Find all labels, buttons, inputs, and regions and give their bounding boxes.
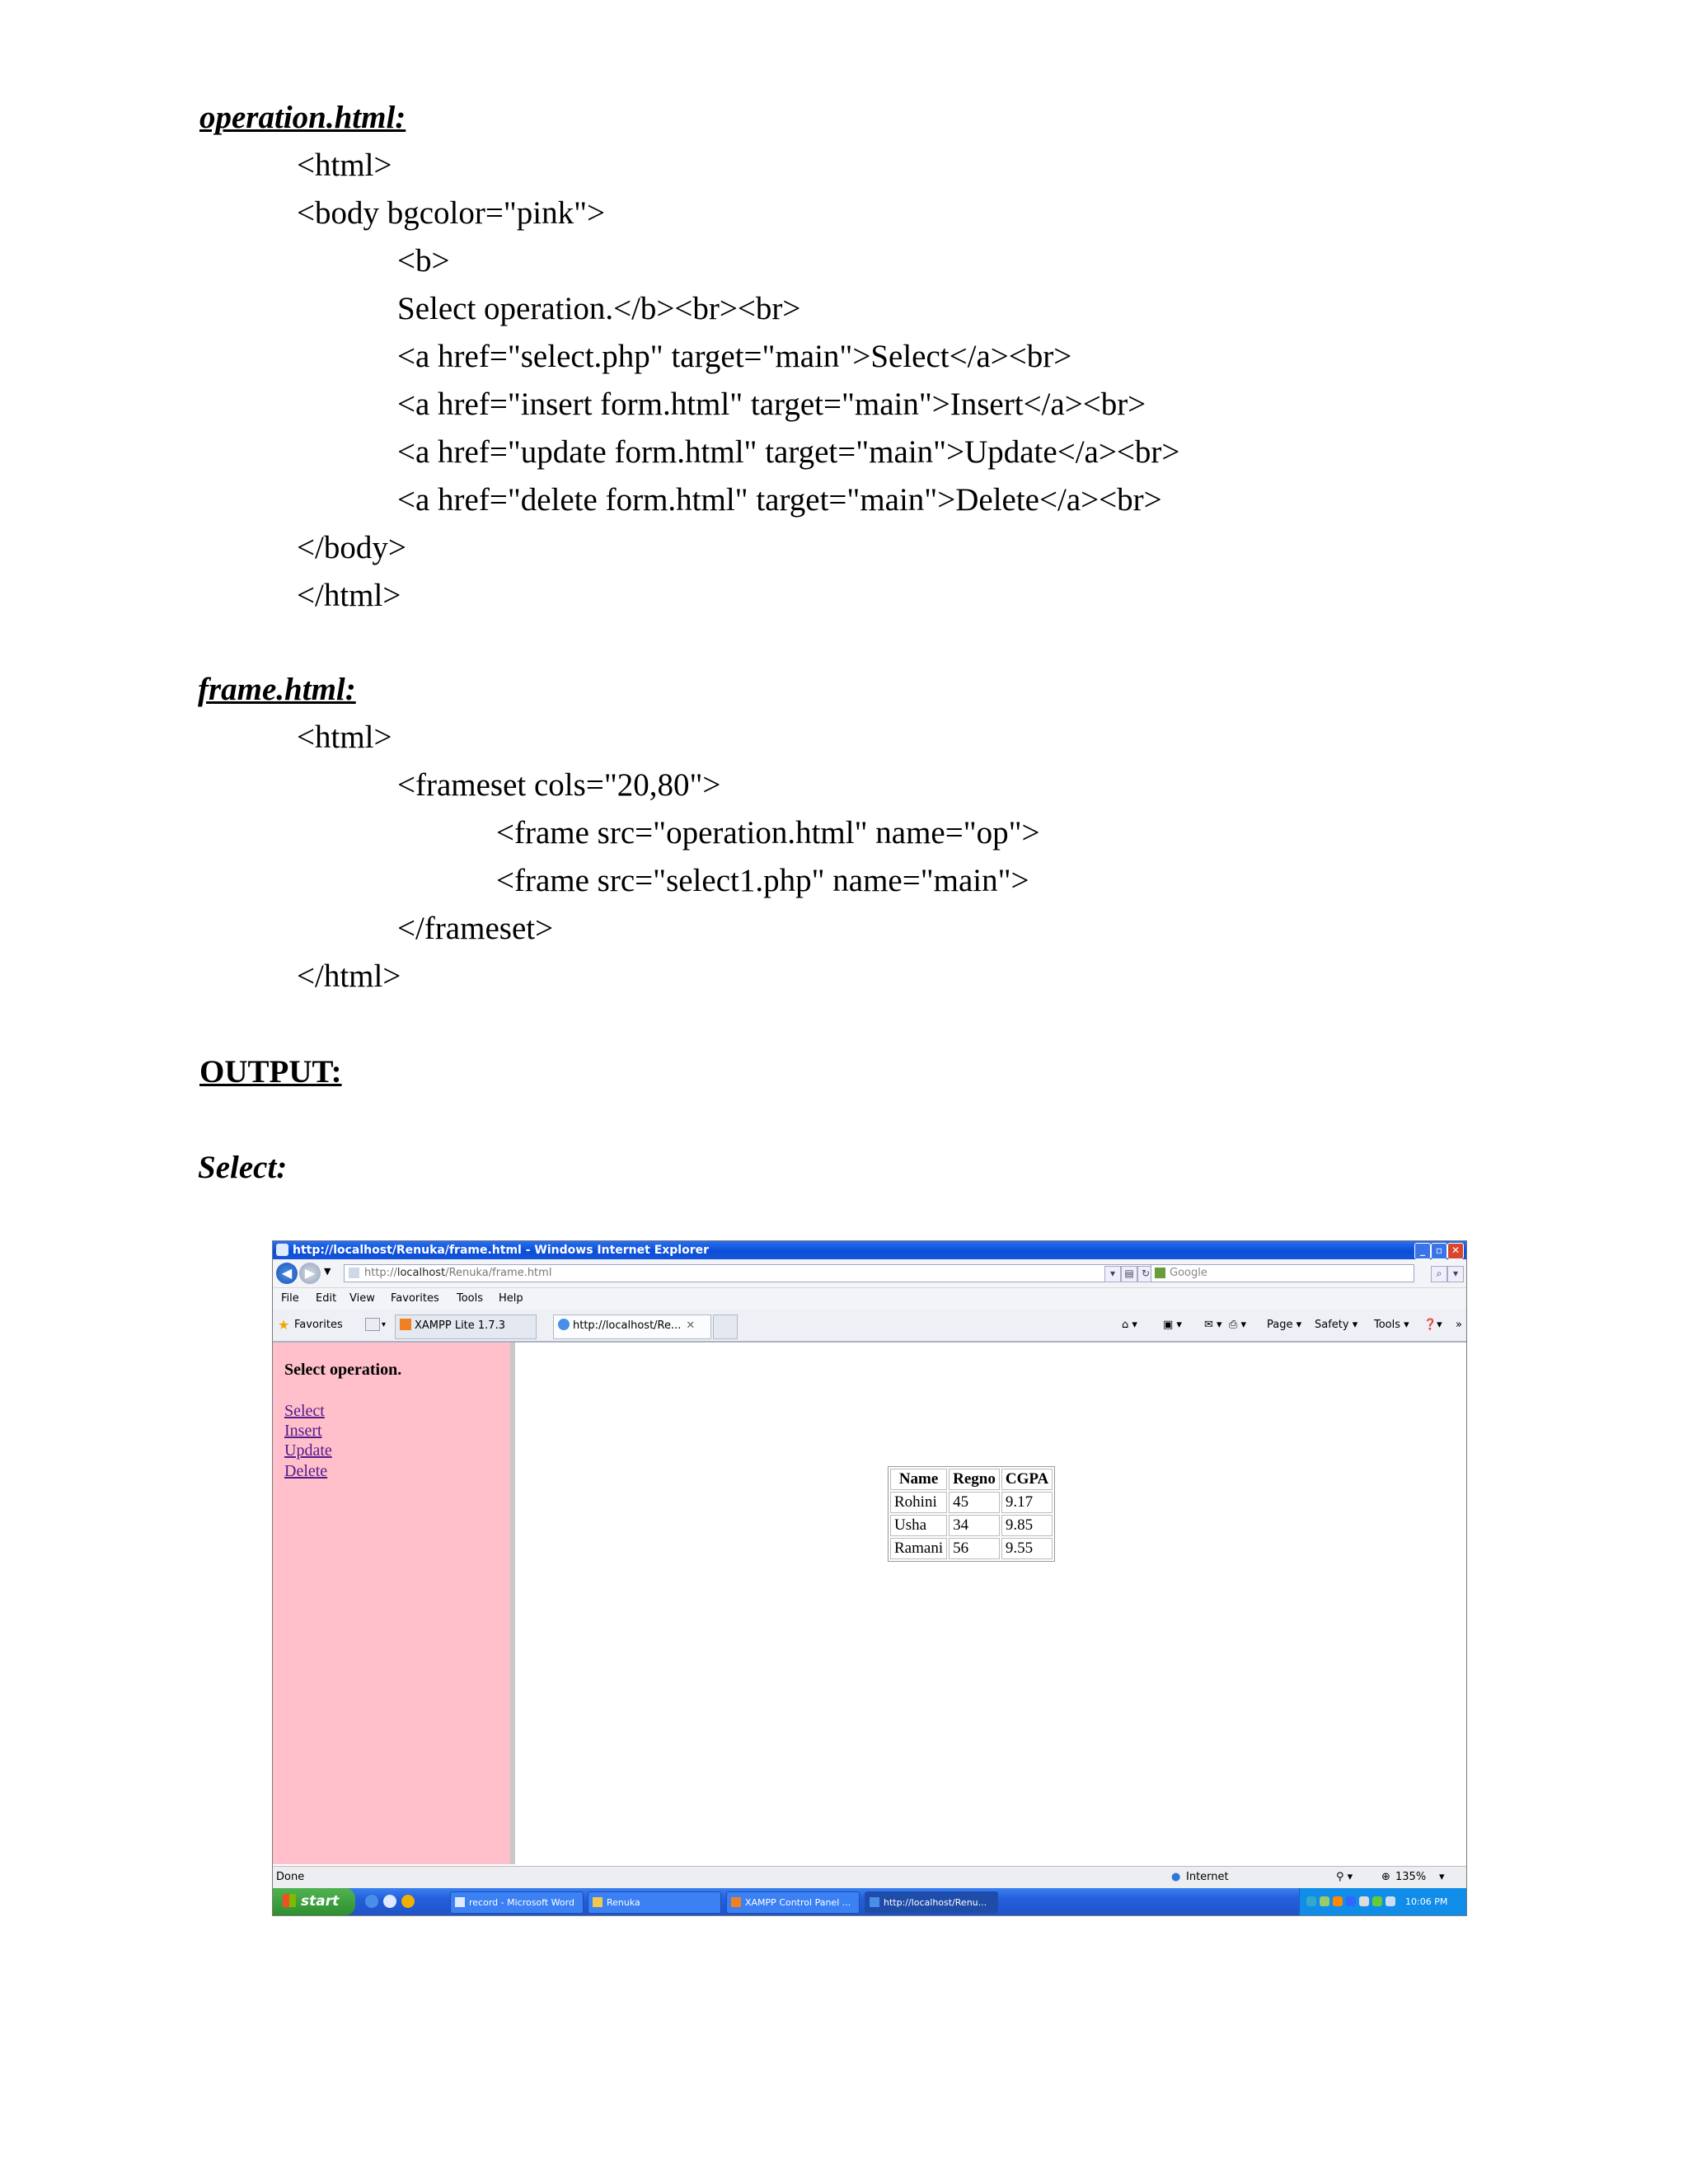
search-input[interactable] [1151, 1264, 1414, 1282]
cell-regno: 45 [949, 1492, 1000, 1513]
window-titlebar [273, 1241, 1466, 1259]
tab-active[interactable] [553, 1315, 711, 1339]
fav-link-xampp[interactable] [395, 1315, 537, 1339]
code-line: <a href="delete form.html" target="main">Delete</a><br> [397, 482, 1162, 518]
taskbar-label: Renuka [607, 1897, 640, 1908]
ie-quicklaunch-icon[interactable] [365, 1895, 378, 1908]
student-table [888, 1466, 1055, 1562]
link-select[interactable]: Select [284, 1402, 325, 1420]
address-dropdown-icon[interactable]: ▾ [1104, 1266, 1121, 1282]
menu-edit[interactable]: Edit [316, 1292, 337, 1305]
code-line: <frameset cols="20,80"> [397, 767, 721, 803]
code-line: Select operation.</b><br><br> [397, 291, 801, 326]
menu-view[interactable]: View [349, 1292, 375, 1305]
code-line: <frame src="operation.html" name="op"> [496, 815, 1040, 851]
ie-icon [276, 1244, 288, 1256]
zoom-level[interactable]: 135% [1395, 1871, 1427, 1883]
select-operation-heading: Select operation. [284, 1361, 402, 1379]
menu-help[interactable]: Help [499, 1292, 523, 1305]
address-bar-row [273, 1259, 1466, 1288]
maximize-button[interactable]: ▫ [1431, 1243, 1447, 1259]
taskbar-renuka-folder[interactable] [588, 1891, 721, 1914]
link-insert[interactable]: Insert [284, 1422, 322, 1440]
new-tab-button[interactable] [713, 1315, 738, 1339]
quick-tabs-icon[interactable] [365, 1318, 380, 1331]
google-icon [1155, 1268, 1165, 1278]
favorites-bar [273, 1310, 1466, 1343]
start-label: start [301, 1893, 340, 1910]
search-options-icon[interactable]: ▾ [1447, 1266, 1464, 1282]
word-icon [455, 1897, 465, 1907]
ie-icon [870, 1897, 879, 1907]
heading-select: Select: [198, 1150, 288, 1185]
url-prefix: http:// [364, 1267, 397, 1279]
col-header-regno: Regno [949, 1469, 1000, 1490]
code-line: <html> [297, 719, 392, 755]
taskbar-xampp[interactable] [726, 1891, 860, 1914]
cell-name: Usha [890, 1515, 947, 1536]
code-line: <a href="insert form.html" target="main">Insert</a><br> [397, 387, 1146, 422]
left-frame-op [273, 1343, 515, 1864]
heading-output: OUTPUT: [199, 1054, 342, 1090]
table-row [890, 1492, 1053, 1513]
url-host: localhost [396, 1267, 446, 1279]
taskbar-label: http://localhost/Renu... [884, 1897, 987, 1908]
taskbar [273, 1888, 1466, 1915]
main-frame [515, 1343, 1466, 1864]
col-header-cgpa: CGPA [1001, 1469, 1053, 1490]
table-row [890, 1538, 1053, 1559]
close-button[interactable]: ✕ [1447, 1243, 1464, 1259]
tray-icon[interactable] [1333, 1896, 1343, 1906]
history-dropdown-icon[interactable]: ▼ [324, 1266, 331, 1277]
tray-icon[interactable] [1306, 1896, 1316, 1906]
code-line: <b> [397, 243, 450, 279]
protected-mode-icon[interactable]: ⚲ ▾ [1336, 1871, 1353, 1883]
xampp-icon [400, 1319, 411, 1330]
cell-cgpa: 9.85 [1001, 1515, 1053, 1536]
tray-icon[interactable] [1320, 1896, 1329, 1906]
fav-link-label: XAMPP Lite 1.7.3 [415, 1319, 505, 1332]
compat-view-icon[interactable]: ▤ [1121, 1266, 1137, 1282]
menu-tools[interactable]: Tools [457, 1292, 484, 1305]
system-tray [1299, 1888, 1467, 1915]
globe-icon: ● [1171, 1871, 1181, 1883]
forward-icon[interactable]: ▶ [299, 1263, 321, 1284]
folder-icon [593, 1897, 603, 1907]
code-line: </html> [297, 578, 401, 613]
code-line: <a href="update form.html" target="main">Update</a><br> [397, 434, 1180, 470]
favorites-star-icon: ★ [278, 1317, 290, 1333]
tray-icon[interactable] [1372, 1896, 1382, 1906]
feeds-icon[interactable]: ▣ ▾ [1163, 1319, 1182, 1331]
code-line: <body bgcolor="pink"> [297, 195, 606, 231]
back-icon[interactable]: ◀ [276, 1263, 298, 1284]
menu-file[interactable]: File [281, 1292, 299, 1305]
table-row [890, 1515, 1053, 1536]
status-text: Done [276, 1871, 305, 1883]
window-title: http://localhost/Renuka/frame.html - Windows Internet Explorer [293, 1244, 710, 1257]
zoom-dropdown-icon[interactable]: ▾ [1439, 1871, 1445, 1883]
link-update[interactable]: Update [284, 1441, 332, 1460]
link-delete[interactable]: Delete [284, 1462, 328, 1480]
ie-page-icon [558, 1319, 570, 1330]
cell-cgpa: 9.17 [1001, 1492, 1053, 1513]
safety-menu[interactable]: Safety ▾ [1315, 1319, 1358, 1331]
messenger-quicklaunch-icon[interactable] [401, 1895, 415, 1908]
taskbar-label: XAMPP Control Panel ... [745, 1897, 851, 1908]
code-line: <frame src="select1.php" name="main"> [496, 863, 1029, 898]
code-line: </frameset> [397, 911, 554, 946]
heading-operation-html: operation.html: [199, 100, 406, 135]
windows-logo-icon [283, 1894, 296, 1907]
status-bar [273, 1866, 1466, 1888]
search-placeholder: Google [1170, 1267, 1207, 1279]
favorites-button[interactable]: Favorites [294, 1319, 343, 1331]
cell-name: Ramani [890, 1538, 947, 1559]
help-icon[interactable]: ❓▾ [1423, 1319, 1442, 1331]
page-icon [349, 1268, 359, 1278]
cell-regno: 56 [949, 1538, 1000, 1559]
code-line: </html> [297, 958, 401, 994]
taskbar-label: record - Microsoft Word [469, 1897, 574, 1908]
taskbar-word[interactable] [450, 1891, 584, 1914]
cell-name: Rohini [890, 1492, 947, 1513]
tools-menu[interactable]: Tools ▾ [1374, 1319, 1409, 1331]
menu-favorites[interactable]: Favorites [391, 1292, 439, 1305]
mail-icon[interactable]: ✉ ▾ [1204, 1319, 1222, 1331]
code-line: <a href="select.php" target="main">Select</a><br> [397, 339, 1072, 374]
col-header-name: Name [890, 1469, 947, 1490]
taskbar-ie[interactable] [865, 1891, 998, 1914]
heading-frame-html: frame.html: [198, 672, 356, 707]
code-line: <html> [297, 148, 392, 183]
tab-label: http://localhost/Re... [573, 1319, 682, 1332]
xampp-icon [731, 1897, 741, 1907]
quick-tabs-dropdown-icon[interactable]: ▾ [382, 1320, 387, 1329]
code-line: </body> [297, 530, 406, 565]
tray-icon[interactable] [1346, 1896, 1356, 1906]
zoom-icon: ⊕ [1381, 1871, 1390, 1883]
url-path: /Renuka/frame.html [445, 1267, 552, 1279]
minimize-button[interactable]: _ [1414, 1243, 1431, 1259]
more-commands-icon[interactable]: » [1456, 1319, 1462, 1331]
start-button[interactable] [273, 1888, 355, 1915]
desktop-quicklaunch-icon[interactable] [383, 1895, 396, 1908]
tray-icon[interactable] [1359, 1896, 1369, 1906]
search-icon[interactable]: ⌕ [1431, 1266, 1447, 1282]
cell-cgpa: 9.55 [1001, 1538, 1053, 1559]
cell-regno: 34 [949, 1515, 1000, 1536]
volume-icon[interactable] [1386, 1896, 1395, 1906]
zone-label: Internet [1186, 1871, 1229, 1883]
table-header-row [890, 1469, 1053, 1490]
tab-close-icon[interactable]: ✕ [686, 1319, 696, 1332]
clock[interactable]: 10:06 PM [1405, 1896, 1448, 1907]
home-icon[interactable]: ⌂ ▾ [1122, 1319, 1137, 1331]
browser-screenshot [272, 1240, 1467, 1916]
page-menu[interactable]: Page ▾ [1267, 1319, 1302, 1331]
print-icon[interactable]: ⎙ ▾ [1229, 1319, 1247, 1331]
menu-bar [273, 1288, 1466, 1310]
refresh-icon[interactable]: ↻ [1137, 1266, 1154, 1282]
